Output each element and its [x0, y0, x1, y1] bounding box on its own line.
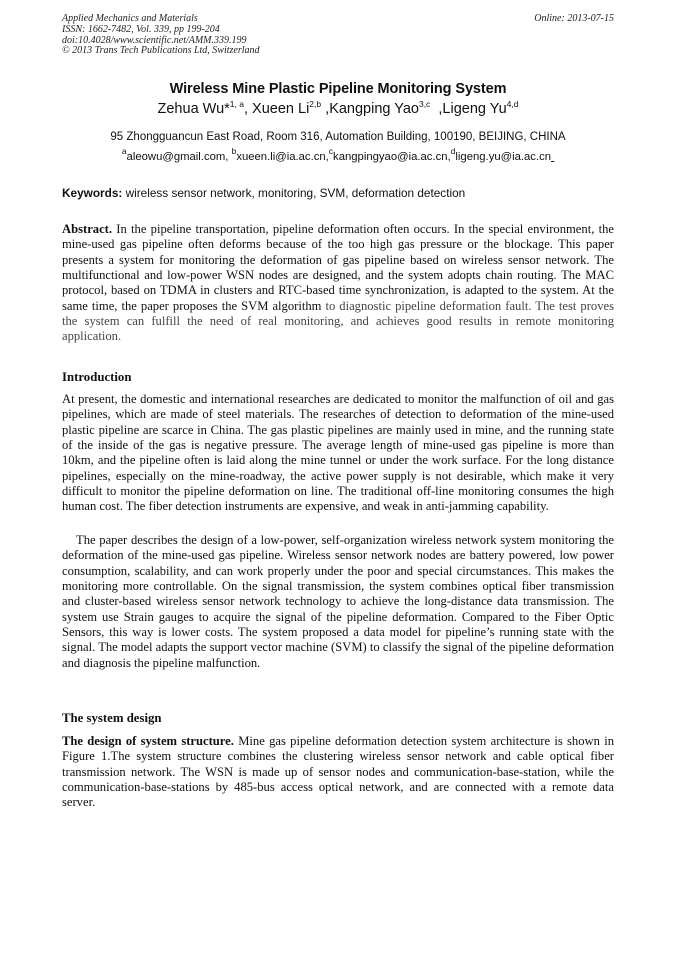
email-address: ligeng.yu@ia.ac.cn [455, 151, 552, 163]
paper-title: Wireless Mine Plastic Pipeline Monitoring System [169, 81, 507, 97]
email-marker: d [450, 146, 456, 156]
author-name: Xueen Li [252, 101, 310, 117]
author-affiliation: 2,b [309, 99, 322, 109]
abstract-label: Abstract. [62, 222, 113, 236]
abstract-text-end: to diagnostic pipeline deformation fault. The test proves the system can fulfill the need of real monitoring, and achieves good results in remote monitoring application. [62, 298, 615, 344]
email-separator: , [325, 151, 329, 163]
email-marker: a [121, 146, 127, 156]
author-name: Zehua Wu* [157, 101, 230, 117]
keywords-text: wireless sensor network, monitoring, SVM, deformation detection [122, 186, 466, 200]
author-name: Ligeng Yu [442, 101, 507, 117]
affiliation-address: 95 Zhongguancun East Road, Room 316, Automation Building, 100190, BEIJING, CHINA [110, 131, 566, 143]
author-separator: , [243, 101, 253, 117]
email-list [62, 146, 614, 163]
keywords-label: Keywords: [62, 186, 123, 200]
introduction-paragraph-1: At present, the domestic and international researches are dedicated to monitor the malfunction of oil and gas pipelines, which are made of steel materials. The researches of detection to deformation of the mine-used plastic pipeline are scarce in China. The gas plastic pipelines are mainly used in mine, and the running state of the inside of the gas is negative pressure. The average length of mine-used gas pipeline is more than 10km, and the pipeline often is laid along the mine tunnel or under the work surface. For the long distance pipelines, especially on the mine-roadway, the active power supply is not desirable, which make it very difficult to monitor the pipeline deformation on line. The traditional off-line monitoring consumes the high human cost. The fiber detection instruments are expensive, and weak in anti-jamming capability. [62, 392, 614, 514]
system-design-text: Mine gas pipeline deformation detection system architecture is shown in Figure 1.The system structure combines the clustering wireless sensor network and cable optical fiber transmission network. The WSN is made up of sensor nodes and communication-base-station, while the communication-base-stations by 485-bus access optical network, and are connected with a remote data server. [62, 734, 615, 810]
introduction-heading: Introduction [62, 370, 132, 384]
author-separator: , [321, 101, 330, 117]
system-design-heading: The system design [62, 711, 162, 725]
abstract-paragraph [62, 222, 614, 345]
journal-name: Applied Mechanics and Materials [62, 13, 198, 24]
email-separator: , [225, 151, 232, 163]
author-affiliation: 1, a [229, 99, 244, 109]
introduction-paragraph-2: The paper describes the design of a low-power, self-organization wireless network system monitoring the deformation of the mine-used gas pipeline. Wireless sensor network nodes are battery powered, low power consumption, scalability, and can work properly under the poor and special circumstances. This makes the monitoring more controllable. On the signal transmission, the system combines optical fiber transmission and cluster-based wireless sensor network technology to achieve the long-distance data transmission. The system use Strain gauges to acquire the signal of the pipeline deformation. Compared to the Fiber Optic Sensors, this way is lower costs. The system proposed a data model for pipeline’s running state with the signal. The model adapts the support vector machine (SVM) to classify the signal of the pipeline deformation and diagnosis the pipeline malfunction. [62, 533, 614, 670]
email-address: xueen.li@ia.ac.cn [236, 151, 326, 163]
email-separator: , [447, 151, 451, 163]
keywords-line [62, 186, 614, 200]
journal-copyright: © 2013 Trans Tech Publications Ltd, Switzerland [62, 45, 260, 57]
author-list [62, 101, 614, 117]
journal-header [62, 14, 614, 57]
online-date: Online: 2013-07-15 [534, 13, 614, 24]
system-design-paragraph [62, 734, 614, 811]
email-marker: c [328, 146, 334, 156]
author-affiliation: 3,c [418, 99, 431, 109]
email-address: aleowu@gmail.com [126, 151, 226, 163]
email-marker: b [231, 146, 237, 156]
author-name: Kangping Yao [329, 101, 419, 117]
journal-doi: doi:10.4028/www.scientific.net/AMM.339.199 [62, 34, 247, 46]
author-affiliation: 4,d [506, 99, 519, 109]
system-structure-subheading: The design of system structure. [62, 734, 234, 748]
abstract-text: In the pipeline transportation, pipeline deformation often occurs. In the special environment, the mine-used gas pipeline often deforms because of the too high gas pressure or the blockage. This paper presents a system for monitoring the deformation of gas pipeline based on wireless sensor network. The multifunctional and low-power WSN nodes are designed, and the system adopts chain routing. The MAC protocol, based on TDMA in clusters and RTC-based time synchronization, is adapted to the system. At the same time, the paper proposes the SVM algorithm [62, 222, 614, 313]
journal-issn: ISSN: 1662-7482, Vol. 339, pp 199-204 [62, 23, 220, 35]
email-trailing-underline [551, 151, 554, 163]
author-separator: , [430, 101, 443, 117]
email-address: kangpingyao@ia.ac.cn [333, 151, 448, 163]
